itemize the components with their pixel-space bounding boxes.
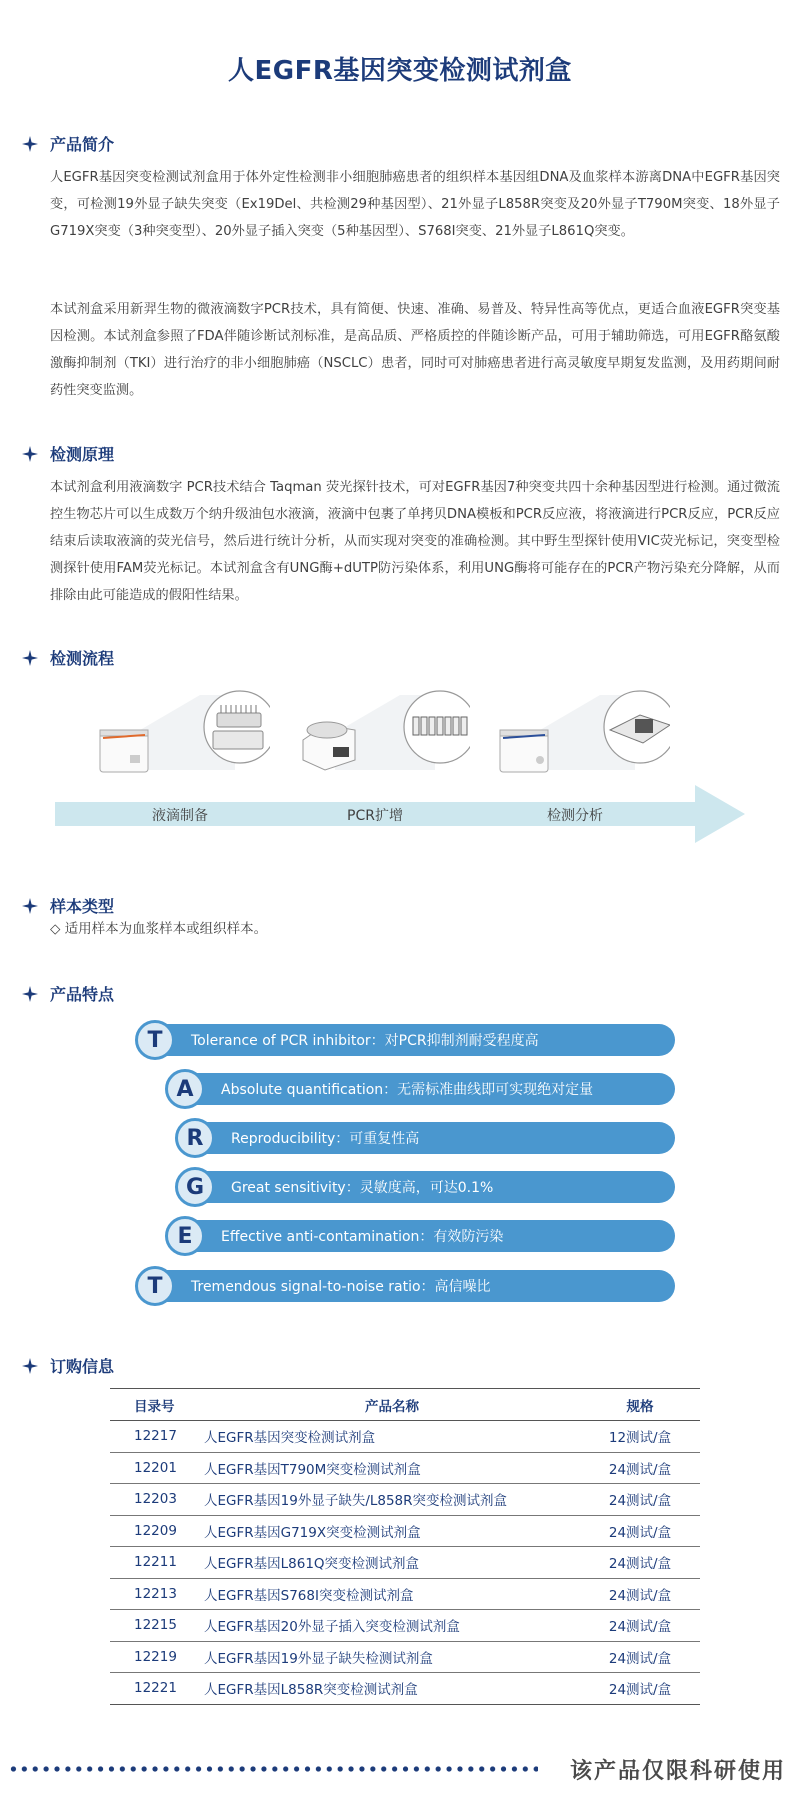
feature-letter: T	[135, 1266, 175, 1306]
feature-letter: G	[175, 1167, 215, 1207]
cell-catalog: 12211	[110, 1547, 200, 1579]
cell-catalog: 12203	[110, 1484, 200, 1516]
cell-spec: 24测试/盒	[580, 1641, 700, 1673]
footer	[0, 1748, 800, 1788]
principle-paragraph: 本试剂盒利用液滴数字 PCR技术结合 Taqman 荧光探针技术，可对EGFR基因7种突变共四十余种基因型进行检测。通过微流控生物芯片可以生成数万个纳升级油包水液滴，液滴中包裹了单拷贝DNA模板和PCR反应液，将液滴进行PCR反应，PCR反应结束后读取液滴的荧光信号，然后进行统计分析，从而实现对突变的准确检测。其中野生型探针使用VIC荧光标记，突变型检测探针使用FAM荧光标记。本试剂盒含有UNG酶+dUTP防污染体系，利用UNG酶将可能存在的PCR产物污染充分降解，从而排除由此可能造成的假阳性结果。	[50, 480, 780, 603]
section-heading-sample	[22, 894, 114, 917]
section-heading-label: 检测原理	[50, 445, 115, 464]
four-point-star-icon	[22, 986, 38, 1002]
feature-text: Reproducibility：可重复性高	[195, 1122, 675, 1154]
droplet-reader-illustration	[495, 685, 670, 780]
four-point-star-icon	[22, 446, 38, 462]
feature-item	[165, 1220, 675, 1252]
page-title: 人EGFR基因突变检测试剂盒	[228, 56, 572, 86]
section-heading-order	[22, 1354, 114, 1377]
column-header-spec: 规格	[580, 1389, 700, 1421]
dotted-divider	[8, 1765, 538, 1773]
cell-spec: 24测试/盒	[580, 1452, 700, 1484]
cell-product: 人EGFR基因突变检测试剂盒	[200, 1421, 580, 1453]
cell-catalog: 12219	[110, 1641, 200, 1673]
cell-product: 人EGFR基因19外显子缺失检测试剂盒	[200, 1641, 580, 1673]
four-point-star-icon	[22, 1358, 38, 1374]
cell-spec: 24测试/盒	[580, 1484, 700, 1516]
feature-item	[175, 1122, 675, 1154]
cell-catalog: 12213	[110, 1578, 200, 1610]
cell-catalog: 12217	[110, 1421, 200, 1453]
section-heading-principle	[22, 442, 114, 465]
table-row	[110, 1515, 700, 1547]
workflow-step-2: PCR扩增	[347, 808, 403, 824]
feature-text: Effective anti-contamination：有效防污染	[185, 1220, 675, 1252]
four-point-star-icon	[22, 650, 38, 666]
sample-type-text: ◇ 适用样本为血浆样本或组织样本。	[50, 921, 268, 937]
intro-paragraph-1: 人EGFR基因突变检测试剂盒用于体外定性检测非小细胞肺癌患者的组织样本基因组DNA及血浆样本游离DNA中EGFR基因突变，可检测19外显子缺失突变（Ex19Del、共检测29种基因型）、21外显子L858R突变及20外显子T790M突变、18外显子G719X突变（3种突变型）、20外显子插入突变（5种基因型）、S768I突变、21外显子L861Q突变。	[50, 170, 780, 239]
table-row	[110, 1484, 700, 1516]
intro-paragraph-2: 本试剂盒采用新羿生物的微液滴数字PCR技术，具有简便、快速、准确、易普及、特异性高等优点，更适合血液EGFR突变基因检测。本试剂盒参照了FDA伴随诊断试剂标准，是高品质、严格质控的伴随诊断产品，可用于辅助筛选，可用EGFR酪氨酸激酶抑制剂（TKI）进行治疗的非小细胞肺癌（NSCLC）患者，同时可对肺癌患者进行高灵敏度早期复发监测，及用药期间耐药性突变监测。	[50, 302, 780, 398]
cell-spec: 24测试/盒	[580, 1547, 700, 1579]
column-header-product: 产品名称	[200, 1389, 580, 1421]
table-row	[110, 1673, 700, 1705]
table-row	[110, 1547, 700, 1579]
cell-spec: 12测试/盒	[580, 1421, 700, 1453]
feature-text: Great sensitivity：灵敏度高，可达0.1%	[195, 1171, 675, 1203]
pcr-instrument-illustration	[295, 685, 470, 780]
feature-item	[175, 1171, 675, 1203]
cell-spec: 24测试/盒	[580, 1673, 700, 1705]
cell-product: 人EGFR基因T790M突变检测试剂盒	[200, 1452, 580, 1484]
four-point-star-icon	[22, 898, 38, 914]
feature-item	[135, 1024, 675, 1056]
section-heading-label: 样本类型	[50, 897, 115, 916]
cell-product: 人EGFR基因S768I突变检测试剂盒	[200, 1578, 580, 1610]
workflow-diagram	[0, 680, 800, 860]
section-heading-workflow	[22, 646, 114, 669]
table-header-row	[110, 1389, 700, 1421]
cell-product: 人EGFR基因G719X突变检测试剂盒	[200, 1515, 580, 1547]
feature-item	[165, 1073, 675, 1105]
workflow-step-3: 检测分析	[547, 808, 603, 824]
cell-catalog: 12221	[110, 1673, 200, 1705]
feature-letter: R	[175, 1118, 215, 1158]
order-table	[110, 1388, 700, 1705]
section-heading-intro	[22, 132, 114, 155]
section-heading-label: 检测流程	[50, 649, 115, 668]
table-row	[110, 1421, 700, 1453]
cell-catalog: 12215	[110, 1610, 200, 1642]
feature-item	[135, 1270, 675, 1302]
feature-text: Tremendous signal-to-noise ratio：高信噪比	[155, 1270, 675, 1302]
feature-text: Absolute quantification：无需标准曲线即可实现绝对定量	[185, 1073, 675, 1105]
section-heading-features	[22, 982, 114, 1005]
column-header-catalog: 目录号	[110, 1389, 200, 1421]
four-point-star-icon	[22, 136, 38, 152]
section-heading-label: 订购信息	[50, 1357, 115, 1376]
cell-product: 人EGFR基因19外显子缺失/L858R突变检测试剂盒	[200, 1484, 580, 1516]
cell-product: 人EGFR基因L861Q突变检测试剂盒	[200, 1547, 580, 1579]
table-row	[110, 1578, 700, 1610]
feature-text: Tolerance of PCR inhibitor：对PCR抑制剂耐受程度高	[155, 1024, 675, 1056]
table-row	[110, 1452, 700, 1484]
cell-spec: 24测试/盒	[580, 1610, 700, 1642]
cell-catalog: 12209	[110, 1515, 200, 1547]
droplet-generator-illustration	[95, 685, 270, 780]
feature-letter: T	[135, 1020, 175, 1060]
cell-spec: 24测试/盒	[580, 1578, 700, 1610]
cell-spec: 24测试/盒	[580, 1515, 700, 1547]
cell-product: 人EGFR基因L858R突变检测试剂盒	[200, 1673, 580, 1705]
research-use-notice: 该产品仅限科研使用	[569, 1759, 786, 1784]
table-row	[110, 1641, 700, 1673]
feature-letter: A	[165, 1069, 205, 1109]
section-heading-label: 产品特点	[50, 985, 115, 1004]
cell-product: 人EGFR基因20外显子插入突变检测试剂盒	[200, 1610, 580, 1642]
table-row	[110, 1610, 700, 1642]
feature-letter: E	[165, 1216, 205, 1256]
workflow-step-1: 液滴制备	[152, 808, 208, 824]
section-heading-label: 产品简介	[50, 135, 115, 154]
cell-catalog: 12201	[110, 1452, 200, 1484]
